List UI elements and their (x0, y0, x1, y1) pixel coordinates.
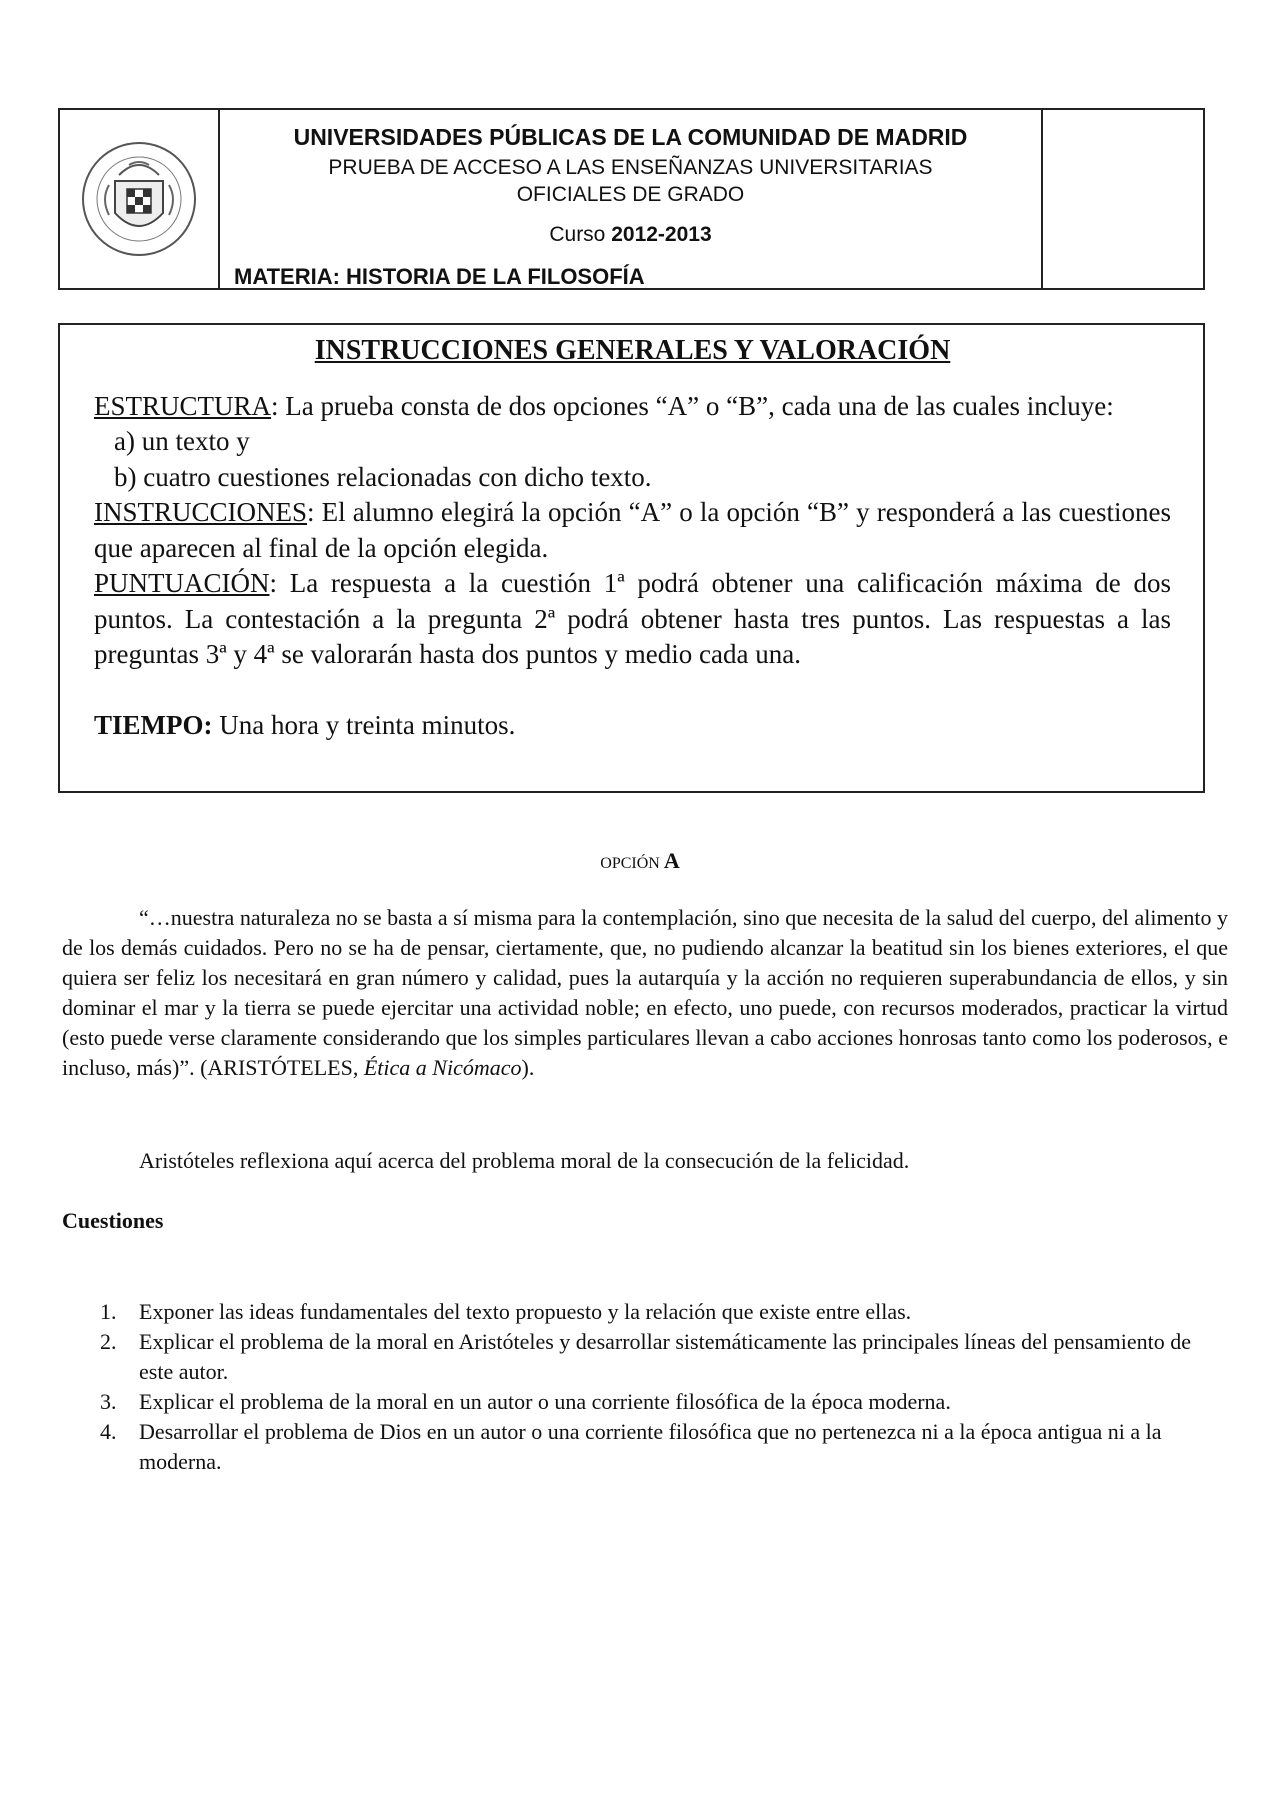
tiempo-label: TIEMPO: (94, 709, 213, 740)
question-text: Explicar el problema de la moral en un autor o una corriente filosófica de la época moderna. (139, 1389, 951, 1414)
tiempo-text: Una hora y treinta minutos. (212, 709, 516, 740)
course-year (220, 223, 1041, 247)
quote-work-title: Ética a Nicómaco (363, 1055, 522, 1080)
questions-list (62, 1297, 1228, 1477)
exam-title-line2: OFICIALES DE GRADO (516, 183, 745, 206)
exam-title (220, 154, 1041, 208)
exam-title-line1: PRUEBA DE ACCESO A LAS ENSEÑANZAS UNIVERSITARIAS (328, 156, 933, 179)
estructura-item-a: a) un texto y (114, 426, 250, 456)
question-item (62, 1297, 1228, 1327)
puntuacion-text: : La respuesta a la cuestión 1ª podrá obtener una calificación máxima de dos puntos. La contestación a la pregunta 2ª podrá obtener hasta tres puntos. Las respuestas a las preguntas 3ª y 4ª se valorarán hasta dos puntos y medio cada una. (94, 568, 1171, 669)
question-number: 1. (100, 1299, 117, 1324)
instrucciones-label: INSTRUCCIONES (94, 497, 308, 527)
quote-paragraph (62, 903, 1228, 1083)
title-cell (220, 110, 1043, 288)
question-text: Desarrollar el problema de Dios en un autor o una corriente filosófica que no pertenezca ni a la época antigua ni a la moderna. (139, 1419, 1162, 1474)
option-label: OPCIÓN (600, 855, 660, 872)
university-title: UNIVERSIDADES PÚBLICAS DE LA COMUNIDAD DE MADRID (293, 124, 968, 150)
blank-cell (1043, 110, 1203, 288)
puntuacion-label: PUNTUACIÓN (94, 568, 270, 598)
subject-label: MATERIA: HISTORIA DE LA FILOSOFÍA (234, 264, 645, 289)
question-item (62, 1327, 1228, 1387)
question-number: 3. (100, 1389, 117, 1414)
question-number: 4. (100, 1419, 117, 1444)
quote-text: “…nuestra naturaleza no se basta a sí misma para la contemplación, sino que necesita de la salud del cuerpo, del alimento y de los demás cuidados. Pero no se ha de pensar, ciertamente, que, no pudiendo alcanzar la beatitud sin los bienes exteriores, el que quiera ser feliz los necesitará en gran número y calidad, pues la autarquía y la acción no requieren superabundancia de ellos, y sin dominar el mar y la tierra se puede ejercitar una actividad noble; en efecto, uno puede, con recursos moderados, practicar la virtud (esto puede verse claramente considerando que los simples particulares llevan a cabo acciones honrosas tanto como los poderosos, e incluso, más)”. (ARISTÓTELES, (62, 905, 1228, 1080)
option-letter: A (663, 848, 680, 873)
context-note: Aristóteles reflexiona aquí acerca del problema moral de la consecución de la felicidad. (139, 1148, 910, 1173)
estructura-label: ESTRUCTURA (94, 390, 272, 421)
puntuacion-paragraph (94, 566, 1171, 673)
logo-cell (60, 110, 220, 288)
course-label: Curso (549, 223, 606, 246)
instrucciones-paragraph (94, 495, 1171, 566)
university-seal-logo (79, 135, 199, 263)
question-item (62, 1387, 1228, 1417)
course-value: 2012-2013 (611, 223, 712, 246)
question-text: Explicar el problema de la moral en Aristóteles y desarrollar sistemáticamente las principales líneas del pensamiento de este autor. (139, 1329, 1191, 1384)
question-text: Exponer las ideas fundamentales del texto propuesto y la relación que existe entre ellas. (139, 1299, 912, 1324)
estructura-item-b: b) cuatro cuestiones relacionadas con dicho texto. (114, 461, 652, 492)
instrucciones-text: : El alumno elegirá la opción “A” o la opción “B” y responderá a las cuestiones que aparecen al final de la opción elegida. (94, 497, 1171, 563)
header-box (58, 108, 1205, 290)
question-number: 2. (100, 1329, 117, 1354)
option-heading (0, 848, 1280, 874)
instructions-title: INSTRUCCIONES GENERALES Y VALORACIÓN (314, 335, 951, 366)
estructura-text: : La prueba consta de dos opciones “A” o “B”, cada una de las cuales incluye: (271, 390, 1114, 421)
quote-end: ). (521, 1055, 535, 1080)
instructions-box (58, 323, 1205, 793)
cuestiones-heading: Cuestiones (62, 1208, 164, 1233)
tiempo-paragraph (94, 708, 1171, 744)
question-item (62, 1417, 1228, 1477)
estructura-paragraph (94, 389, 1171, 425)
